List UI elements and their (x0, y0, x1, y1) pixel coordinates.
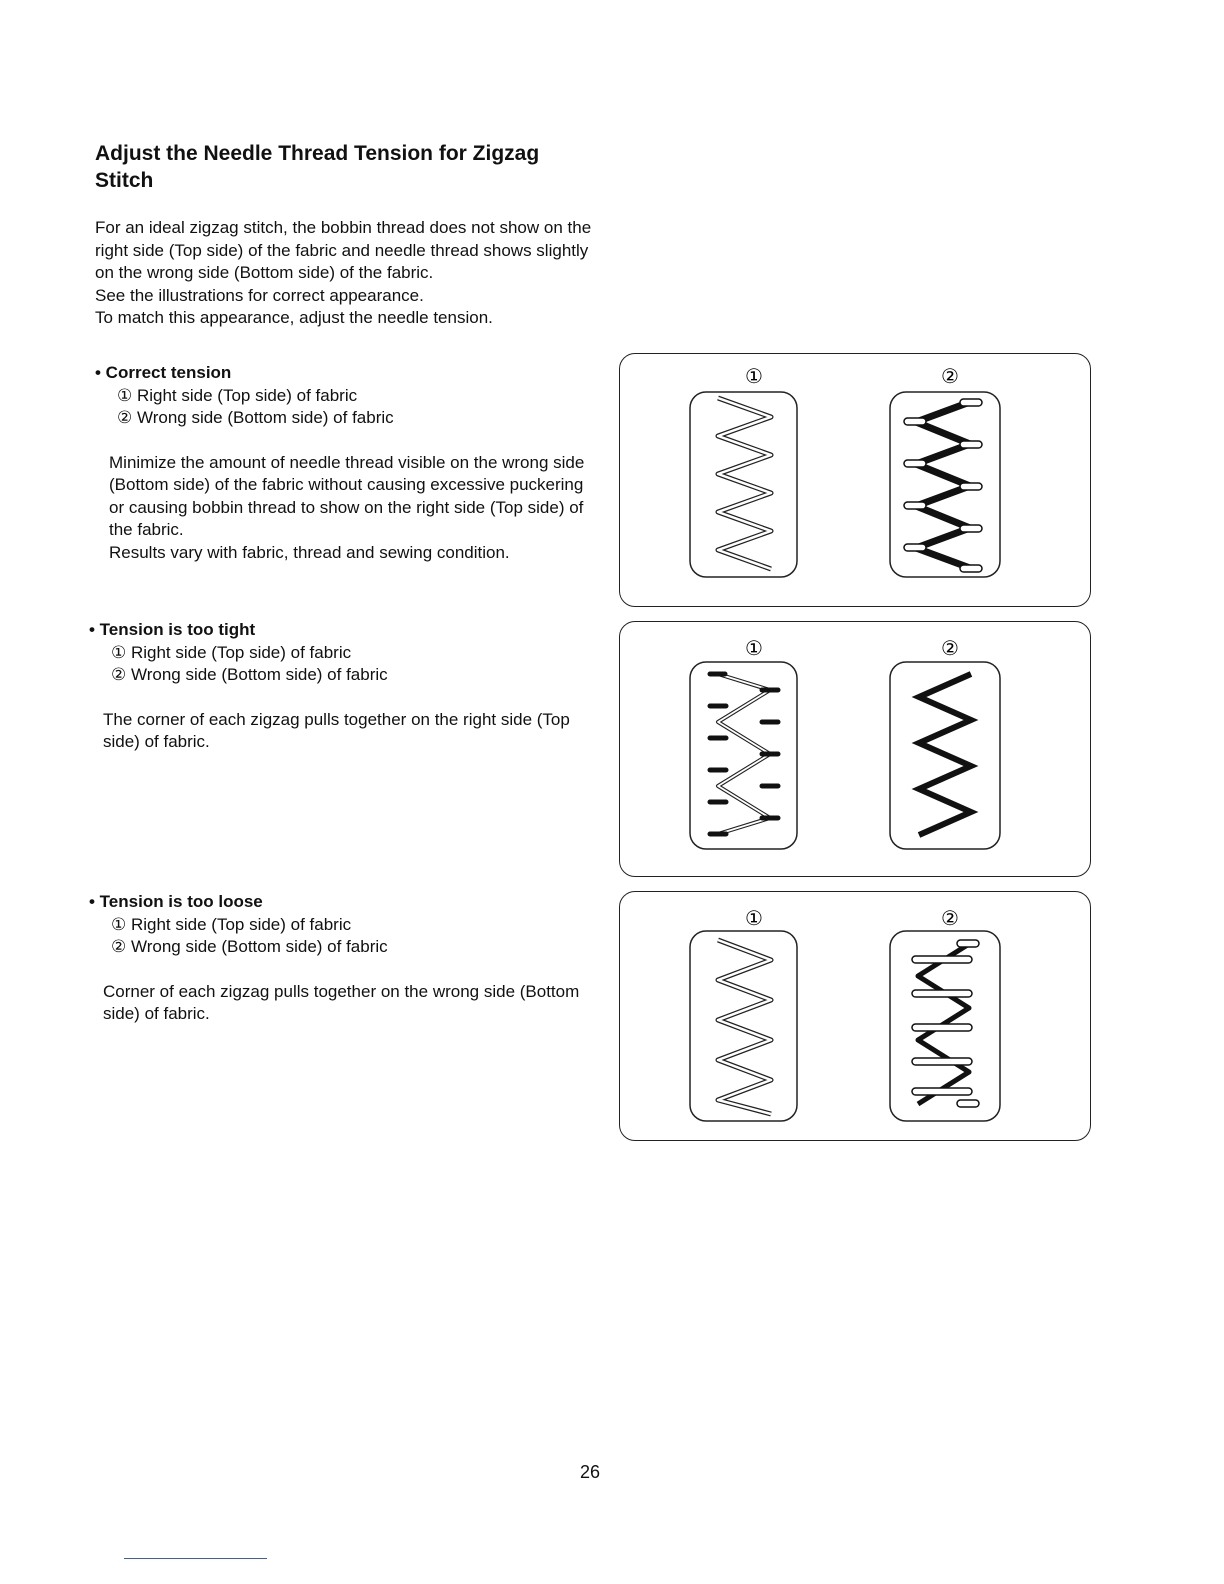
needle-thread-loops (904, 399, 982, 572)
label-wrong-side: ② (941, 636, 959, 660)
item-wrong-side: ② Wrong side (Bottom side) of fabric (111, 937, 388, 956)
section-note: Results vary with fabric, thread and sewing condition. (109, 542, 510, 562)
zigzag-stitch-bottom (919, 674, 971, 835)
intro-see-illustrations: See the illustrations for correct appearance. (95, 285, 424, 305)
bobbin-thread-marks (710, 674, 778, 834)
section-heading: • Tension is too loose (89, 892, 263, 911)
item-wrong-side: ② Wrong side (Bottom side) of fabric (111, 665, 388, 684)
label-right-side: ① (745, 364, 763, 388)
zigzag-stitch-top (718, 940, 771, 1114)
section-too-loose (89, 891, 589, 1026)
intro-paragraph: For an ideal zigzag stitch, the bobbin thread does not show on the right side (Top side) of the fabric and needle thread shows slightly on the wrong side (Bottom side) of the fabric. (95, 218, 592, 282)
item-right-side: ① Right side (Top side) of fabric (111, 914, 352, 934)
section-heading: • Tension is too tight (89, 620, 256, 639)
footer-rule (124, 1558, 267, 1559)
intro-text (95, 217, 595, 330)
item-right-side: ① Right side (Top side) of fabric (111, 642, 352, 662)
fabric-swatch-right (690, 662, 797, 849)
figure-too-loose (619, 891, 1091, 1141)
label-right-side: ① (745, 906, 763, 930)
page-title: Adjust the Needle Thread Tension for Zigzag Stitch (95, 142, 540, 192)
section-description: The corner of each zigzag pulls together on the right side (Top side) of fabric. (103, 709, 570, 751)
label-wrong-side: ② (941, 364, 959, 388)
section-heading: • Correct tension (95, 363, 232, 382)
intro-adjust-instruction: To match this appearance, adjust the needle tension. (95, 308, 493, 327)
item-right-side: ① Right side (Top side) of fabric (117, 385, 358, 405)
section-too-tight (89, 619, 589, 754)
section-correct-tension (95, 362, 595, 564)
item-wrong-side: ② Wrong side (Bottom side) of fabric (117, 408, 394, 427)
label-wrong-side: ② (941, 906, 959, 930)
section-description: Corner of each zigzag pulls together on the wrong side (Bottom side) of fabric. (103, 981, 580, 1023)
needle-thread-loops (912, 940, 979, 1107)
page-number: 26 (579, 1462, 601, 1482)
figure-correct-tension (619, 353, 1091, 607)
figure-too-tight (619, 621, 1091, 877)
label-right-side: ① (745, 636, 763, 660)
section-description: Minimize the amount of needle thread visible on the wrong side (Bottom side) of the fabric without causing excessive puckering or causing bobbin thread to show on the right side (Top side) of the fabric. (109, 452, 585, 539)
